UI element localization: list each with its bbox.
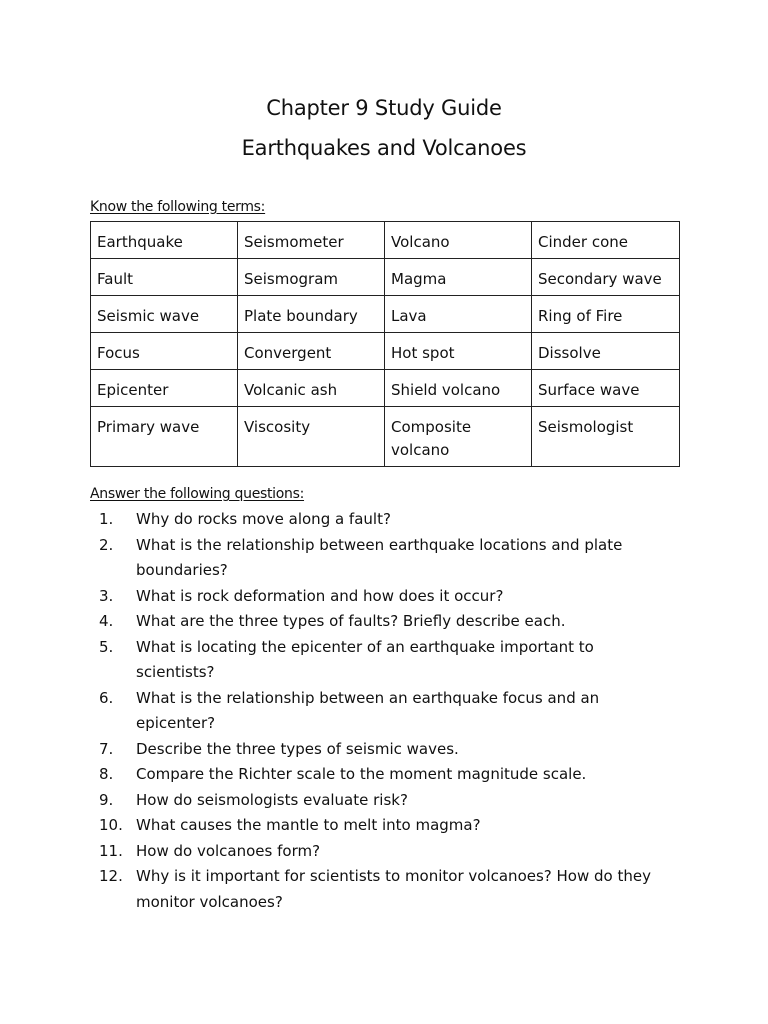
question-item <box>90 788 670 814</box>
question-text: Compare the Richter scale to the moment magnitude scale. <box>136 765 587 783</box>
term-cell: Fault <box>91 259 238 296</box>
terms-row <box>91 222 680 259</box>
question-number: 9. <box>99 790 114 809</box>
question-number: 8. <box>99 765 114 783</box>
question-text: What is rock deformation and how does it occur? <box>136 586 504 605</box>
term-cell: Ring of Fire <box>532 296 680 333</box>
term-cell: Focus <box>91 333 238 370</box>
terms-row <box>91 296 680 333</box>
question-item <box>90 609 670 635</box>
term-cell: Seismogram <box>238 259 385 296</box>
question-number: 7. <box>99 739 114 758</box>
term-cell: Hot spot <box>385 333 532 370</box>
questions-list <box>90 507 670 915</box>
term-cell: Earthquake <box>91 222 238 259</box>
question-item <box>90 737 670 763</box>
term-cell: Plate boundary <box>238 296 385 333</box>
question-text: How do seismologists evaluate risk? <box>136 790 408 809</box>
question-text: What is the relationship between an earthquake focus and an epicenter? <box>136 688 600 732</box>
question-item <box>90 864 670 915</box>
terms-heading: Know the following terms: <box>90 199 266 215</box>
term-cell: Cinder cone <box>532 222 680 259</box>
term-cell: Seismometer <box>238 222 385 259</box>
question-text: How do volcanoes form? <box>136 841 321 860</box>
document-subtitle: Earthquakes and Volcanoes <box>241 136 527 160</box>
question-number: 6. <box>99 688 114 707</box>
question-item <box>90 507 670 533</box>
question-item <box>90 635 670 686</box>
question-number: 3. <box>99 586 114 605</box>
term-cell: Lava <box>385 296 532 333</box>
term-cell: Convergent <box>238 333 385 370</box>
question-text: What is locating the epicenter of an earthquake important to scientists? <box>136 637 594 681</box>
term-cell: Magma <box>385 259 532 296</box>
question-number: 2. <box>99 535 114 554</box>
document-title: Chapter 9 Study Guide <box>266 96 502 120</box>
terms-row <box>91 370 680 407</box>
question-item <box>90 533 670 584</box>
question-number: 11. <box>99 841 123 860</box>
question-text: Why is it important for scientists to monitor volcanoes? How do they monitor volcanoes? <box>136 867 651 911</box>
question-text: Describe the three types of seismic waves. <box>136 739 459 758</box>
term-cell: Composite volcano <box>385 407 532 467</box>
question-text: Why do rocks move along a fault? <box>136 510 391 528</box>
term-cell: Seismic wave <box>91 296 238 333</box>
question-number: 1. <box>99 510 114 528</box>
question-item <box>90 762 670 788</box>
term-cell: Secondary wave <box>532 259 680 296</box>
terms-table <box>90 221 680 467</box>
question-item <box>90 686 670 737</box>
term-cell: Seismologist <box>532 407 680 467</box>
question-item <box>90 813 670 839</box>
questions-heading: Answer the following questions: <box>90 486 305 502</box>
term-cell: Dissolve <box>532 333 680 370</box>
question-item <box>90 584 670 610</box>
term-cell: Primary wave <box>91 407 238 467</box>
question-number: 4. <box>99 612 114 630</box>
term-cell: Surface wave <box>532 370 680 407</box>
term-cell: Volcanic ash <box>238 370 385 407</box>
question-text: What causes the mantle to melt into magma? <box>136 816 481 834</box>
term-cell: Viscosity <box>238 407 385 467</box>
question-number: 12. <box>99 867 123 885</box>
question-item <box>90 839 670 865</box>
terms-row <box>91 407 680 467</box>
term-cell: Epicenter <box>91 370 238 407</box>
question-number: 5. <box>99 637 114 656</box>
question-number: 10. <box>99 816 123 834</box>
term-cell: Volcano <box>385 222 532 259</box>
question-text: What is the relationship between earthquake locations and plate boundaries? <box>136 535 623 579</box>
terms-row <box>91 259 680 296</box>
question-text: What are the three types of faults? Briefly describe each. <box>136 612 566 630</box>
term-cell: Shield volcano <box>385 370 532 407</box>
terms-row <box>91 333 680 370</box>
